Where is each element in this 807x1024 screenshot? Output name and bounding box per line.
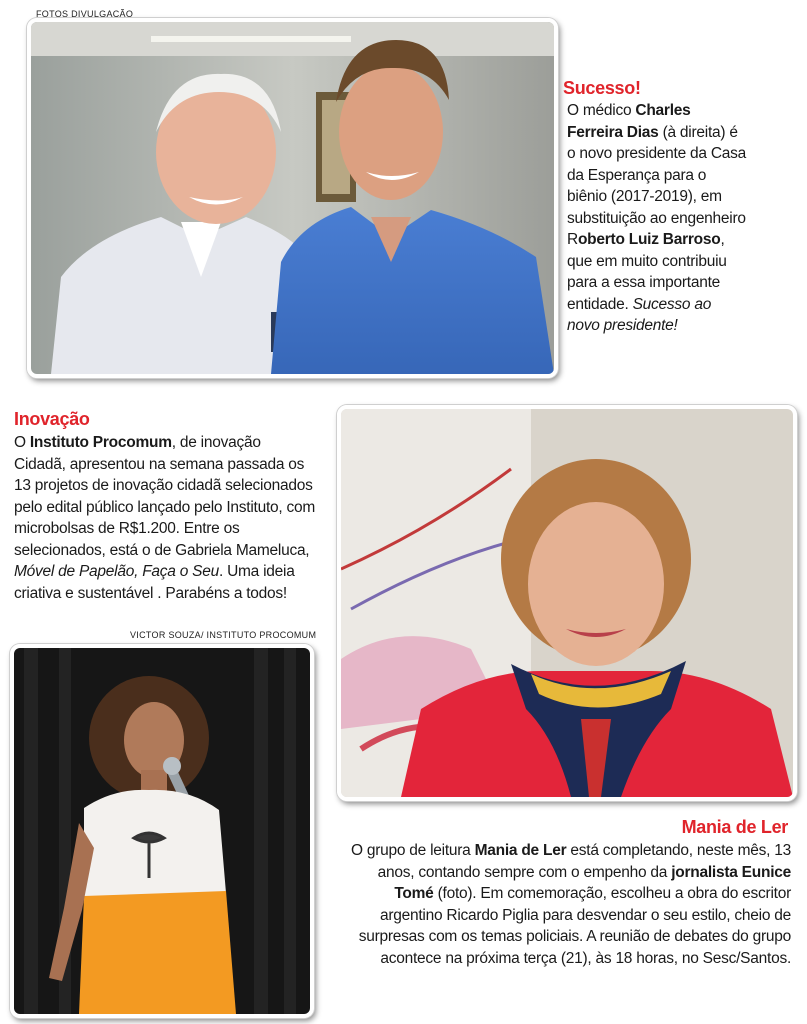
photo-two-men xyxy=(27,18,558,378)
mania-text-2: está completando, neste mês, 13 anos, contando sempre com o empenho da xyxy=(377,842,791,881)
sucesso-text-1: O médico xyxy=(567,102,636,119)
sucesso-text-2: (à direita) é o novo presidente da Casa da Esperança para o biênio (2017-2019), em substituição ao engenheiro R xyxy=(567,123,747,248)
inovacao-body xyxy=(14,432,316,604)
photo-credit-top: FOTOS DIVULGAÇÃO xyxy=(36,9,134,19)
mania-name-eunice: jornalista Eunice Tomé xyxy=(394,863,791,902)
mania-body xyxy=(340,840,791,969)
mania-text-3: (foto). Em comemoração, escolheu a obra do escritor argentino Ricardo Piglia para desvendar o seu estilo, cheio de surpresas com os temas policiais. A reunião de debates do grupo acontece na próxima terça (21), às 18 horas, no Sesc/Santos. xyxy=(358,885,791,967)
inovacao-text-2: , de inovação Cidadã, apresentou na semana passada os 13 projetos de inovação cidadã selecionados pelo edital público lançado pelo Instituto, com microbolsas de R$1.200. Entre os selecionados, está o de Gabriela Mameluca, xyxy=(14,434,316,559)
sucesso-headline: Sucesso! xyxy=(563,78,641,98)
sucesso-name-charles: Charles Ferreira Dias xyxy=(567,102,691,141)
inovacao-text-3: . Uma ideia criativa e sustentável . Parabéns a todos! xyxy=(14,563,295,602)
sucesso-closing: Sucesso ao novo presidente! xyxy=(567,295,712,334)
inovacao-name-instituto: Instituto Procomum xyxy=(29,434,172,451)
photo-credit-procomum: VICTOR SOUZA/ INSTITUTO PROCOMUM xyxy=(130,630,317,640)
photo-eunice-tome xyxy=(337,405,797,801)
inovacao-headline: Inovação xyxy=(14,409,90,429)
mania-group-name: Mania de Ler xyxy=(474,842,567,859)
sucesso-body xyxy=(567,100,747,337)
photo-woman-microphone xyxy=(10,644,314,1018)
inovacao-text-1: O xyxy=(14,434,30,451)
sucesso-name-roberto: oberto Luiz Barroso xyxy=(577,231,721,248)
sucesso-text-3: , que em muito contribuiu para a essa importante entidade. xyxy=(567,231,727,313)
inovacao-project-name: Móvel de Papelão, Faça o Seu xyxy=(14,563,219,580)
mania-headline: Mania de Ler xyxy=(681,817,788,837)
mania-text-1: O grupo de leitura xyxy=(350,842,475,859)
